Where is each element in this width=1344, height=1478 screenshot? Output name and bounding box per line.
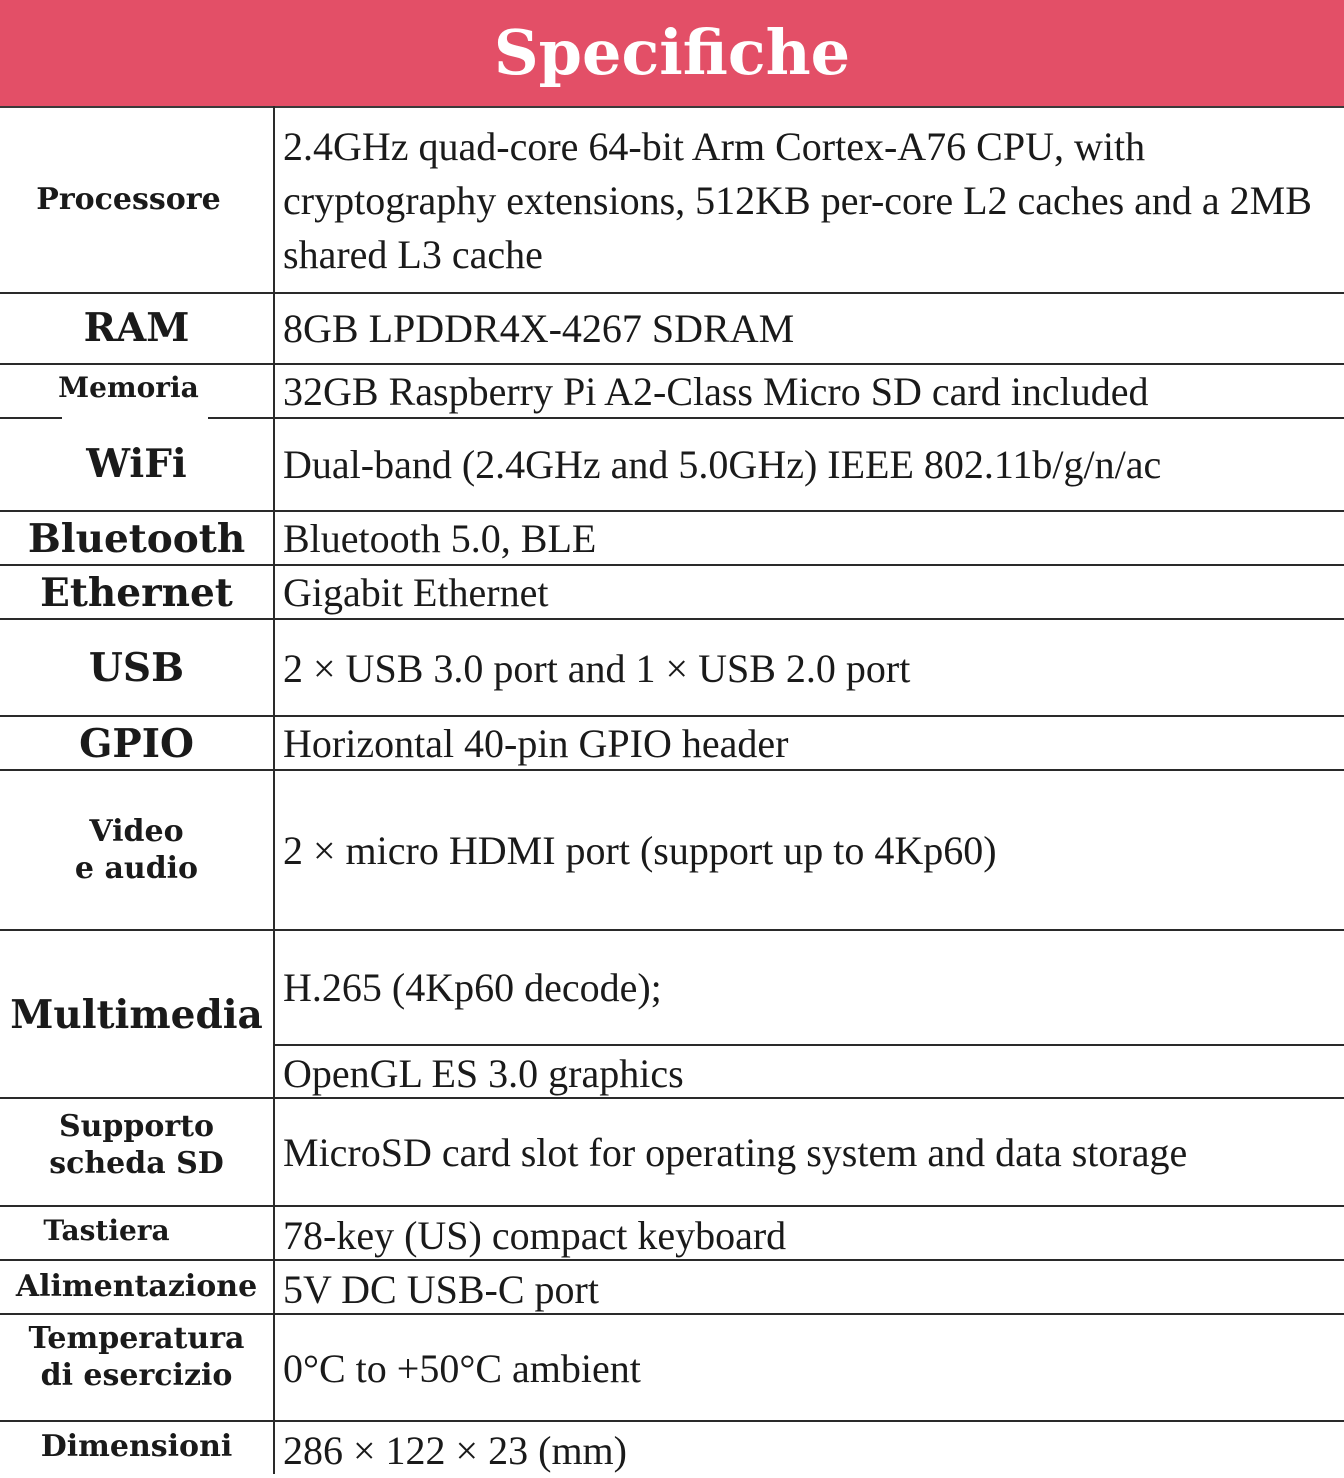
spec-value-alimentazione: 5V DC USB-C port (283, 1267, 599, 1312)
spec-label-processore: Processore (36, 182, 221, 218)
spec-value-ethernet: Gigabit Ethernet (283, 570, 549, 615)
spec-label-video-audio: Video e audio (74, 813, 199, 886)
spec-value-dimensioni: 286 × 122 × 23 (mm) (283, 1428, 627, 1473)
spec-label-bluetooth: Bluetooth (27, 515, 246, 562)
spec-value-temperatura: 0°C to +50°C ambient (283, 1345, 641, 1391)
spec-label-multimedia: Multimedia (10, 991, 263, 1038)
spec-label-ram: RAM (83, 305, 190, 352)
spec-label-gpio: GPIO (79, 720, 194, 767)
spec-label-alimentazione: Alimentazione (15, 1269, 258, 1305)
spec-label-sd-support: Supporto scheda SD (49, 1108, 224, 1181)
spec-label-dimensioni: Dimensioni (40, 1429, 233, 1465)
spec-value-bluetooth: Bluetooth 5.0, BLE (283, 516, 597, 561)
spec-value-line: 2.4GHz quad-core 64-bit Arm Cortex-A76 CPU, with (283, 124, 1146, 169)
spec-label-memoria: Memoria (58, 370, 199, 404)
spec-label-wifi: WiFi (86, 441, 187, 488)
spec-value-tastiera: 78-key (US) compact keyboard (283, 1213, 787, 1258)
spec-value-wifi: Dual-band (2.4GHz and 5.0GHz) IEEE 802.11b/g/n/ac (283, 441, 1162, 487)
page-title: Specifiche (493, 15, 851, 89)
spec-value-gpio: Horizontal 40-pin GPIO header (283, 721, 789, 766)
spec-value-line: cryptography extensions, 512KB per-core L2 caches and a 2MB (283, 178, 1312, 223)
spec-value-usb: 2 × USB 3.0 port and 1 × USB 2.0 port (283, 645, 911, 691)
spec-label-temperatura: Temperatura di esercizio (28, 1320, 245, 1393)
spec-header (0, 0, 1344, 108)
column-divider (273, 106, 275, 1474)
spec-value-processore (283, 120, 1341, 290)
spec-label-ethernet: Ethernet (40, 569, 233, 616)
spec-value-ram: 8GB LPDDR4X-4267 SDRAM (283, 305, 795, 351)
spec-value-multimedia-graphics: OpenGL ES 3.0 graphics (283, 1051, 684, 1096)
spec-value-video-audio: 2 × micro HDMI port (support up to 4Kp60) (283, 828, 997, 873)
spec-label-usb: USB (88, 645, 185, 692)
spec-value-sd-support: MicroSD card slot for operating system and data storage (283, 1130, 1188, 1175)
spec-value-memoria: 32GB Raspberry Pi A2-Class Micro SD card included (283, 369, 1149, 414)
spec-value-multimedia-codec: H.265 (4Kp60 decode); (283, 964, 662, 1010)
spec-label-tastiera: Tastiera (43, 1213, 170, 1247)
spec-value-line: shared L3 cache (283, 232, 543, 277)
